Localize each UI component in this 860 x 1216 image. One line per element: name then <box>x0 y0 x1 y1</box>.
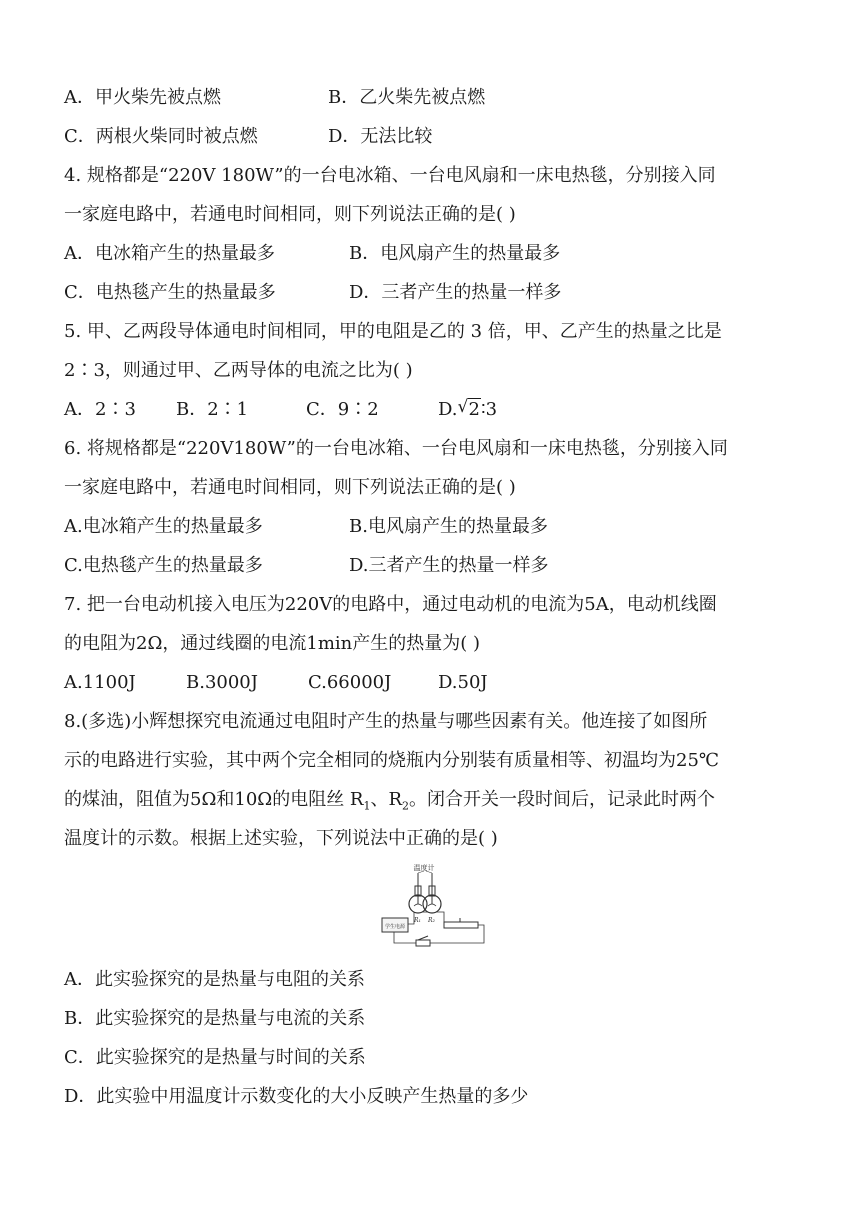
q7-stem-line-1: 7. 把一台电动机接入电压为220V的电路中，通过电动机的电流为5A，电动机线圈 <box>64 594 717 615</box>
thermometer-label: 温度计 <box>413 864 435 872</box>
q4-option-b: B．电风扇产生的热量最多 <box>349 243 561 264</box>
q7-option-c: C.66000J <box>308 672 392 693</box>
q4-stem-line-1: 4. 规格都是“220V 180W”的一台电冰箱、一台电风扇和一床电热毯，分别接入同 <box>64 165 716 186</box>
q8-line3-suffix: 。闭合开关一段时间后，记录此时两个 <box>409 789 716 810</box>
q5-option-d <box>438 390 497 429</box>
q4-option-d: D．三者产生的热量一样多 <box>349 282 562 303</box>
q6-option-c: C.电热毯产生的热量最多 <box>64 555 263 576</box>
rheostat-icon <box>444 922 478 928</box>
q6-stem-line-1: 6. 将规格都是“220V180W”的一台电冰箱、一台电风扇和一床电热毯，分别接入同 <box>64 438 728 459</box>
q5-option-d-radicand: 2 <box>468 399 480 420</box>
document-page <box>64 78 804 1116</box>
q8-line3-prefix: 的煤油，阻值为5Ω和10Ω的电阻丝 R <box>64 789 364 810</box>
q3-option-c: C．两根火柴同时被点燃 <box>64 126 258 147</box>
circuit-diagram <box>374 862 494 952</box>
power-supply-label: 学生电源 <box>384 924 406 930</box>
q6-option-b: B.电风扇产生的热量最多 <box>349 516 548 537</box>
q4-options-row-1 <box>64 234 804 273</box>
q6-stem-line-2: 一家庭电路中，若通电时间相同，则下列说法正确的是( ) <box>64 477 516 498</box>
q6-options-row-2 <box>64 546 804 585</box>
q7-option-b: B.3000J <box>186 672 258 693</box>
switch-icon <box>416 940 430 946</box>
q7-options-row <box>64 663 804 702</box>
q5-options-row <box>64 390 804 429</box>
q3-option-b: B．乙火柴先被点燃 <box>328 87 486 108</box>
q4-option-a: A．电冰箱产生的热量最多 <box>64 243 275 264</box>
q8-stem-line-1: 8.(多选)小辉想探究电流通过电阻时产生的热量与哪些因素有关。他连接了如图所 <box>64 711 708 732</box>
q5-stem-line-2: 2∶3，则通过甲、乙两导体的电流之比为( ) <box>64 360 413 381</box>
q8-option-b: B．此实验探究的是热量与电流的关系 <box>64 1008 366 1029</box>
r1-subscript: 1 <box>363 799 371 813</box>
q8-option-c: C．此实验探究的是热量与时间的关系 <box>64 1047 366 1068</box>
r1-label: R₁ <box>414 917 421 924</box>
q6-option-d: D.三者产生的热量一样多 <box>349 555 549 576</box>
q7-option-a: A.1100J <box>64 672 136 693</box>
q5-option-b: B．2∶1 <box>176 399 249 420</box>
r2-subscript: 2 <box>402 799 410 813</box>
sqrt-symbol: √ 2 <box>457 397 480 420</box>
q5-option-d-suffix: ∶3 <box>480 399 498 420</box>
q5-option-d-prefix: D. <box>438 399 458 420</box>
q8-stem-line-2: 示的电路进行实验，其中两个完全相同的烧瓶内分别装有质量相等、初温均为25℃ <box>64 750 720 771</box>
q3-options-row-2 <box>64 117 804 156</box>
q4-stem-line-2: 一家庭电路中，若通电时间相同，则下列说法正确的是( ) <box>64 204 516 225</box>
q3-options-row-1 <box>64 78 804 117</box>
q3-option-a: A．甲火柴先被点燃 <box>64 87 221 108</box>
q4-option-c: C．电热毯产生的热量最多 <box>64 282 276 303</box>
q6-options-row-1 <box>64 507 804 546</box>
q8-option-d: D．此实验中用温度计示数变化的大小反映产生热量的多少 <box>64 1086 529 1107</box>
q4-options-row-2 <box>64 273 804 312</box>
q6-option-a: A.电冰箱产生的热量最多 <box>64 516 263 537</box>
q8-stem-line-4: 温度计的示数。根据上述实验，下列说法中正确的是( ) <box>64 828 498 849</box>
r2-label: R₂ <box>428 917 435 924</box>
q5-option-a: A．2∶3 <box>64 399 136 420</box>
q5-stem-line-1: 5. 甲、乙两段导体通电时间相同，甲的电阻是乙的 3 倍，甲、乙产生的热量之比是 <box>64 321 722 342</box>
q8-stem-line-3 <box>64 780 804 819</box>
q7-stem-line-2: 的电阻为2Ω，通过线圈的电流1min产生的热量为( ) <box>64 633 481 654</box>
q7-option-d: D.50J <box>438 672 488 693</box>
q8-line3-mid: 、R <box>370 789 403 810</box>
q8-option-a: A．此实验探究的是热量与电阻的关系 <box>64 969 365 990</box>
q5-option-c: C．9∶2 <box>306 399 379 420</box>
circuit-figure <box>64 862 804 952</box>
q3-option-d: D．无法比较 <box>328 126 433 147</box>
